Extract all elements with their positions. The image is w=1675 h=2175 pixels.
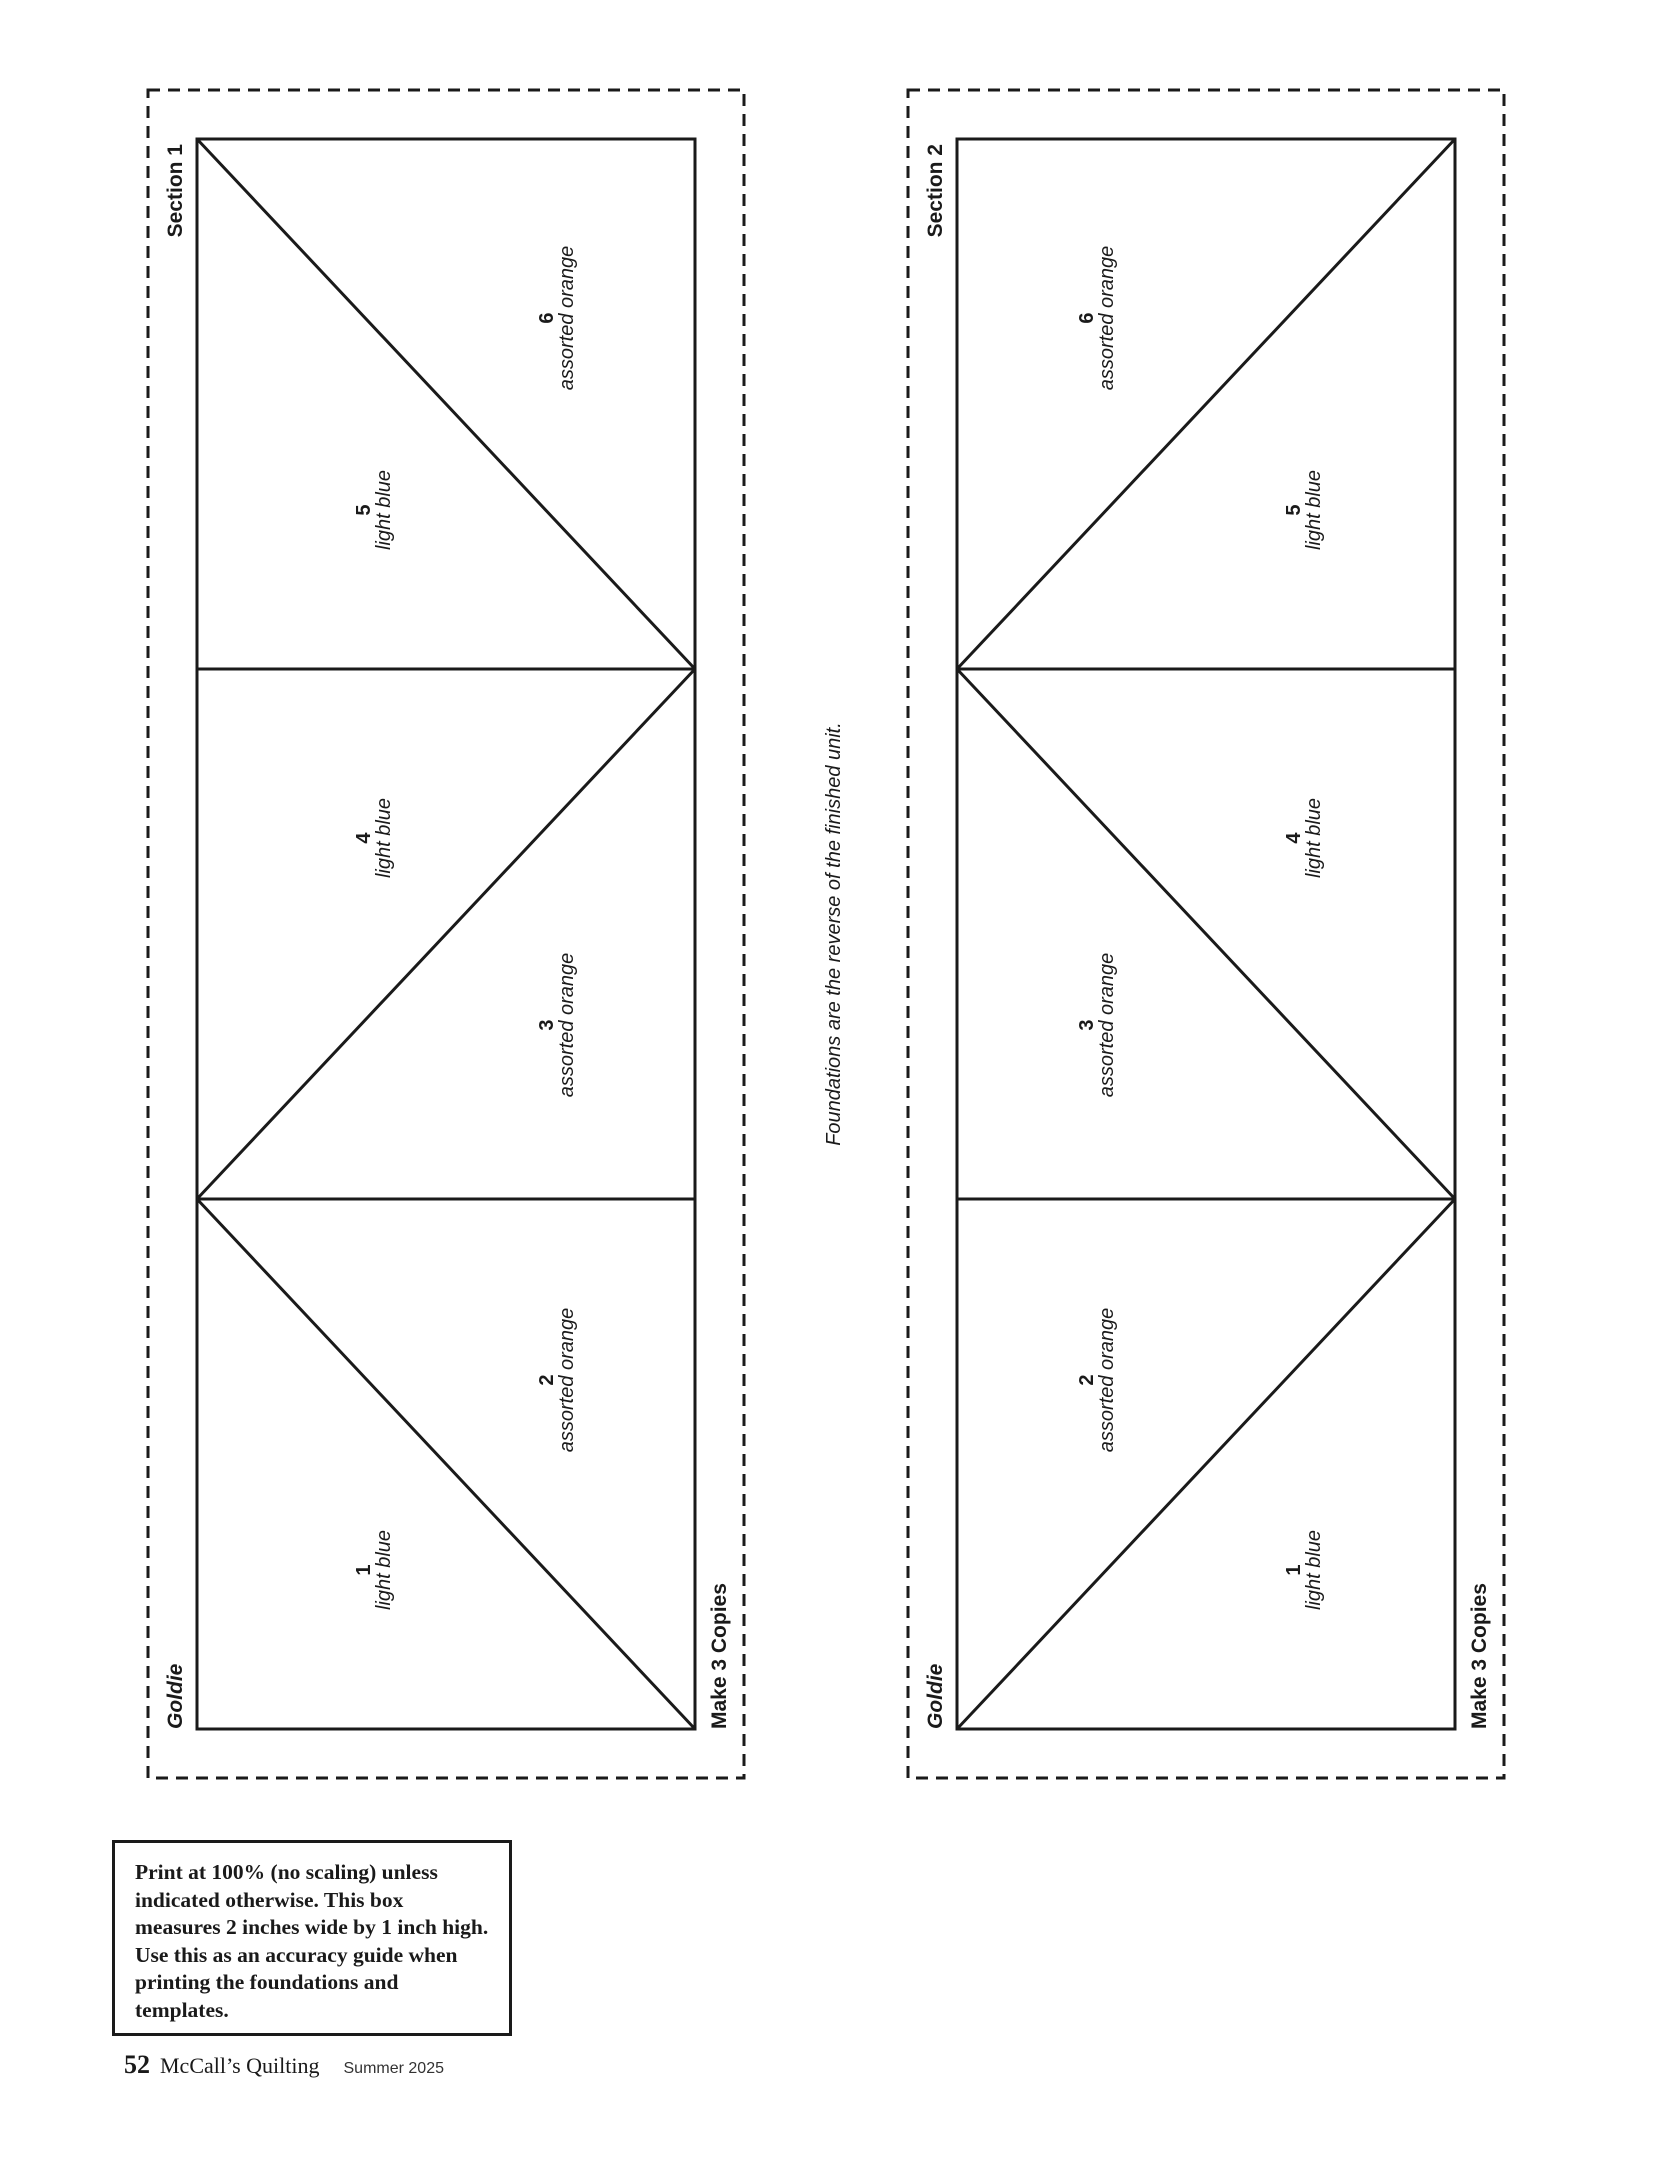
diagonal-seam xyxy=(957,139,1455,669)
piece-number: 4 xyxy=(353,832,375,844)
piece-number: 3 xyxy=(536,1019,558,1031)
diagonal-seam xyxy=(197,139,695,669)
piece-4 xyxy=(1283,798,1325,878)
piece-fabric: light blue xyxy=(1303,469,1325,551)
piece-3 xyxy=(536,953,578,1098)
page-number: 52 xyxy=(124,2050,150,2079)
piece-number: 1 xyxy=(353,1564,375,1576)
piece-number: 6 xyxy=(536,312,558,324)
piece-number: 1 xyxy=(1283,1564,1305,1576)
piece-fabric: assorted orange xyxy=(556,1307,578,1453)
diagonal-seam xyxy=(957,669,1455,1199)
piece-1 xyxy=(353,1530,395,1610)
piece-fabric: assorted orange xyxy=(556,952,578,1098)
piece-fabric: light blue xyxy=(373,469,395,551)
piece-number: 5 xyxy=(353,504,375,516)
piece-number: 2 xyxy=(1076,1374,1098,1386)
piece-number: 6 xyxy=(1076,312,1098,324)
diagonal-seam xyxy=(957,1199,1455,1729)
pattern-name: Goldie xyxy=(164,1663,187,1729)
piece-fabric: light blue xyxy=(373,797,395,879)
piece-fabric: light blue xyxy=(373,1529,395,1611)
piece-5 xyxy=(1283,470,1325,550)
piece-3 xyxy=(1076,953,1118,1098)
piece-number: 5 xyxy=(1283,504,1305,516)
issue-label: Summer 2025 xyxy=(343,2060,444,2077)
guide-box-text: Print at 100% (no scaling) unless indicated otherwise. This box measures 2 inches wide by 1 inch high. Use this as an accuracy guide when printing the foundations and templates. xyxy=(135,1860,489,2022)
section-label: Section 1 xyxy=(164,144,187,238)
piece-fabric: assorted orange xyxy=(1096,245,1118,391)
section-1-foundation xyxy=(148,90,744,1778)
piece-4 xyxy=(353,798,395,878)
pattern-name: Goldie xyxy=(924,1663,947,1729)
piece-fabric: assorted orange xyxy=(1096,1307,1118,1453)
piece-fabric: assorted orange xyxy=(1096,952,1118,1098)
piece-number: 4 xyxy=(1283,832,1305,844)
foundation-note: Foundations are the reverse of the finished unit. xyxy=(823,722,845,1146)
piece-6 xyxy=(536,246,578,391)
diagonal-seam xyxy=(197,1199,695,1729)
piece-fabric: assorted orange xyxy=(556,245,578,391)
piece-2 xyxy=(536,1308,578,1453)
piece-2 xyxy=(1076,1308,1118,1453)
copies-label: Make 3 Copies xyxy=(708,1583,731,1729)
piece-number: 2 xyxy=(536,1374,558,1386)
page-footer xyxy=(124,2050,444,2082)
diagonal-seam xyxy=(197,669,695,1199)
print-accuracy-guide-box xyxy=(112,1840,512,2036)
section-2-foundation xyxy=(908,90,1504,1778)
piece-number: 3 xyxy=(1076,1019,1098,1031)
section-label: Section 2 xyxy=(924,144,947,238)
copies-label: Make 3 Copies xyxy=(1468,1583,1491,1729)
piece-fabric: light blue xyxy=(1303,797,1325,879)
magazine-title: McCall’s Quilting xyxy=(160,2053,320,2078)
piece-1 xyxy=(1283,1530,1325,1610)
piece-6 xyxy=(1076,246,1118,391)
piece-5 xyxy=(353,470,395,550)
piece-fabric: light blue xyxy=(1303,1529,1325,1611)
